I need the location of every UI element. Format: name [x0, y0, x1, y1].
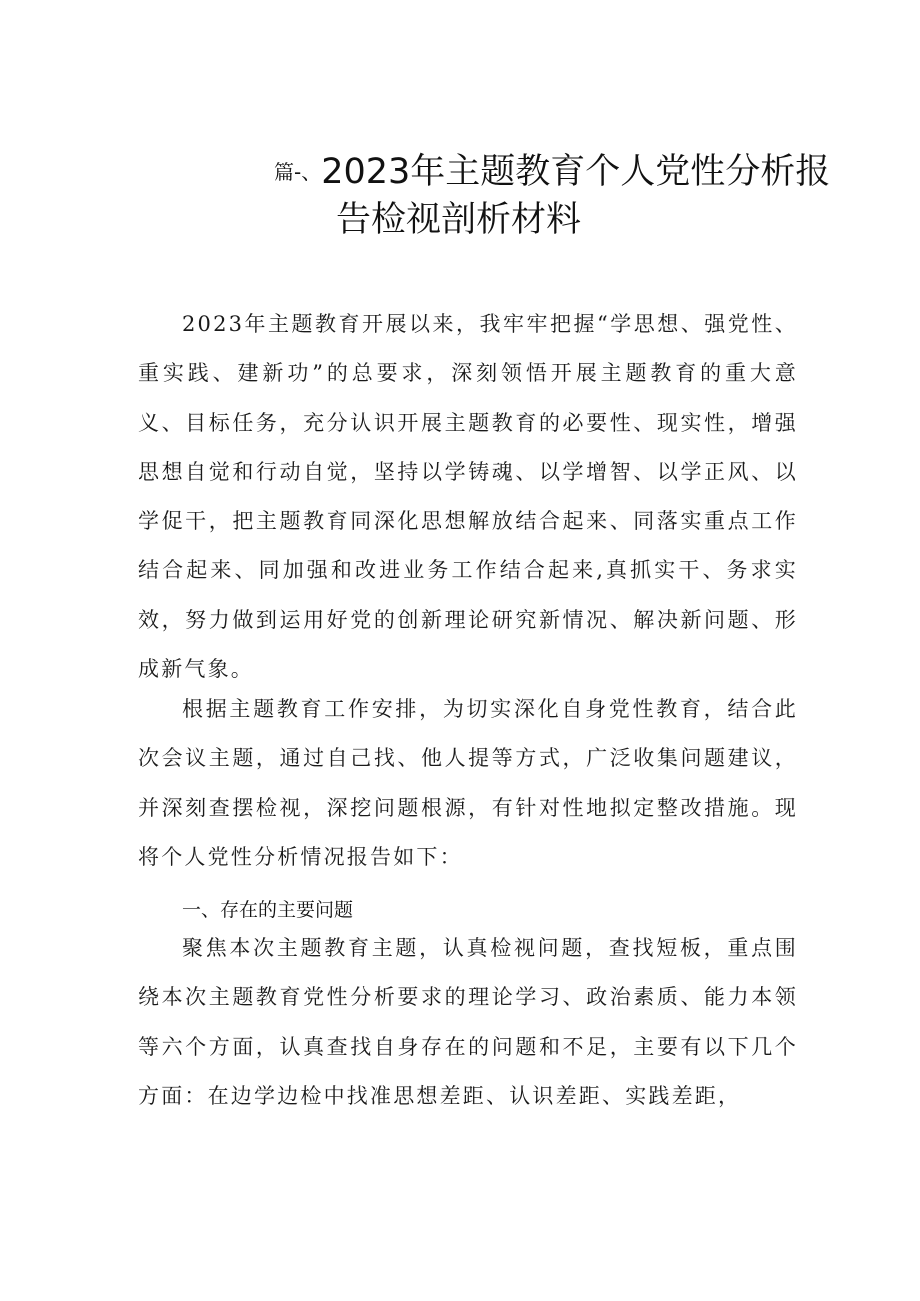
section-heading: 一、存在的主要问题 [182, 899, 354, 921]
title-line-2: 告检视剖析材料 [336, 200, 582, 240]
title-line-1 [274, 144, 830, 194]
title-text-1: 2023年主题教育个人党性分析报 [321, 152, 831, 192]
intro-paragraph: 2023年主题教育开展以来，我牢牢把握“学思想、强党性、重实践、建新功”的总要求，深刻领悟开展主题教育的重大意义、目标任务，充分认识开展主题教育的必要性、现实性，增强思想自觉和行动自觉，坚持以学铸魂、以学增智、以学正风、以学促干，把主题教育同深化思想解放结合起来、同落实重点工作结合起来、同加强和改进业务工作结合起来,真抓实干、务求实效，努力做到运用好党的创新理论研究新情况、解决新问题、形成新气象。 [138, 312, 798, 682]
problems-paragraph: 聚焦本次主题教育主题，认真检视问题，查找短板，重点围绕本次主题教育党性分析要求的理论学习、政治素质、能力本领等六个方面，认真查找自身存在的问题和不足，主要有以下几个方面：在边学边检中找准思想差距、认识差距、实践差距， [138, 936, 798, 1108]
title-prefix: 篇-、 [274, 160, 322, 184]
arrangement-paragraph: 根据主题教育工作安排，为切实深化自身党性教育，结合此次会议主题，通过自己找、他人提等方式，广泛收集问题建议，并深刻查摆检视，深挖问题根源，有针对性地拟定整改措施。现将个人党性分析情况报告如下： [138, 697, 798, 869]
